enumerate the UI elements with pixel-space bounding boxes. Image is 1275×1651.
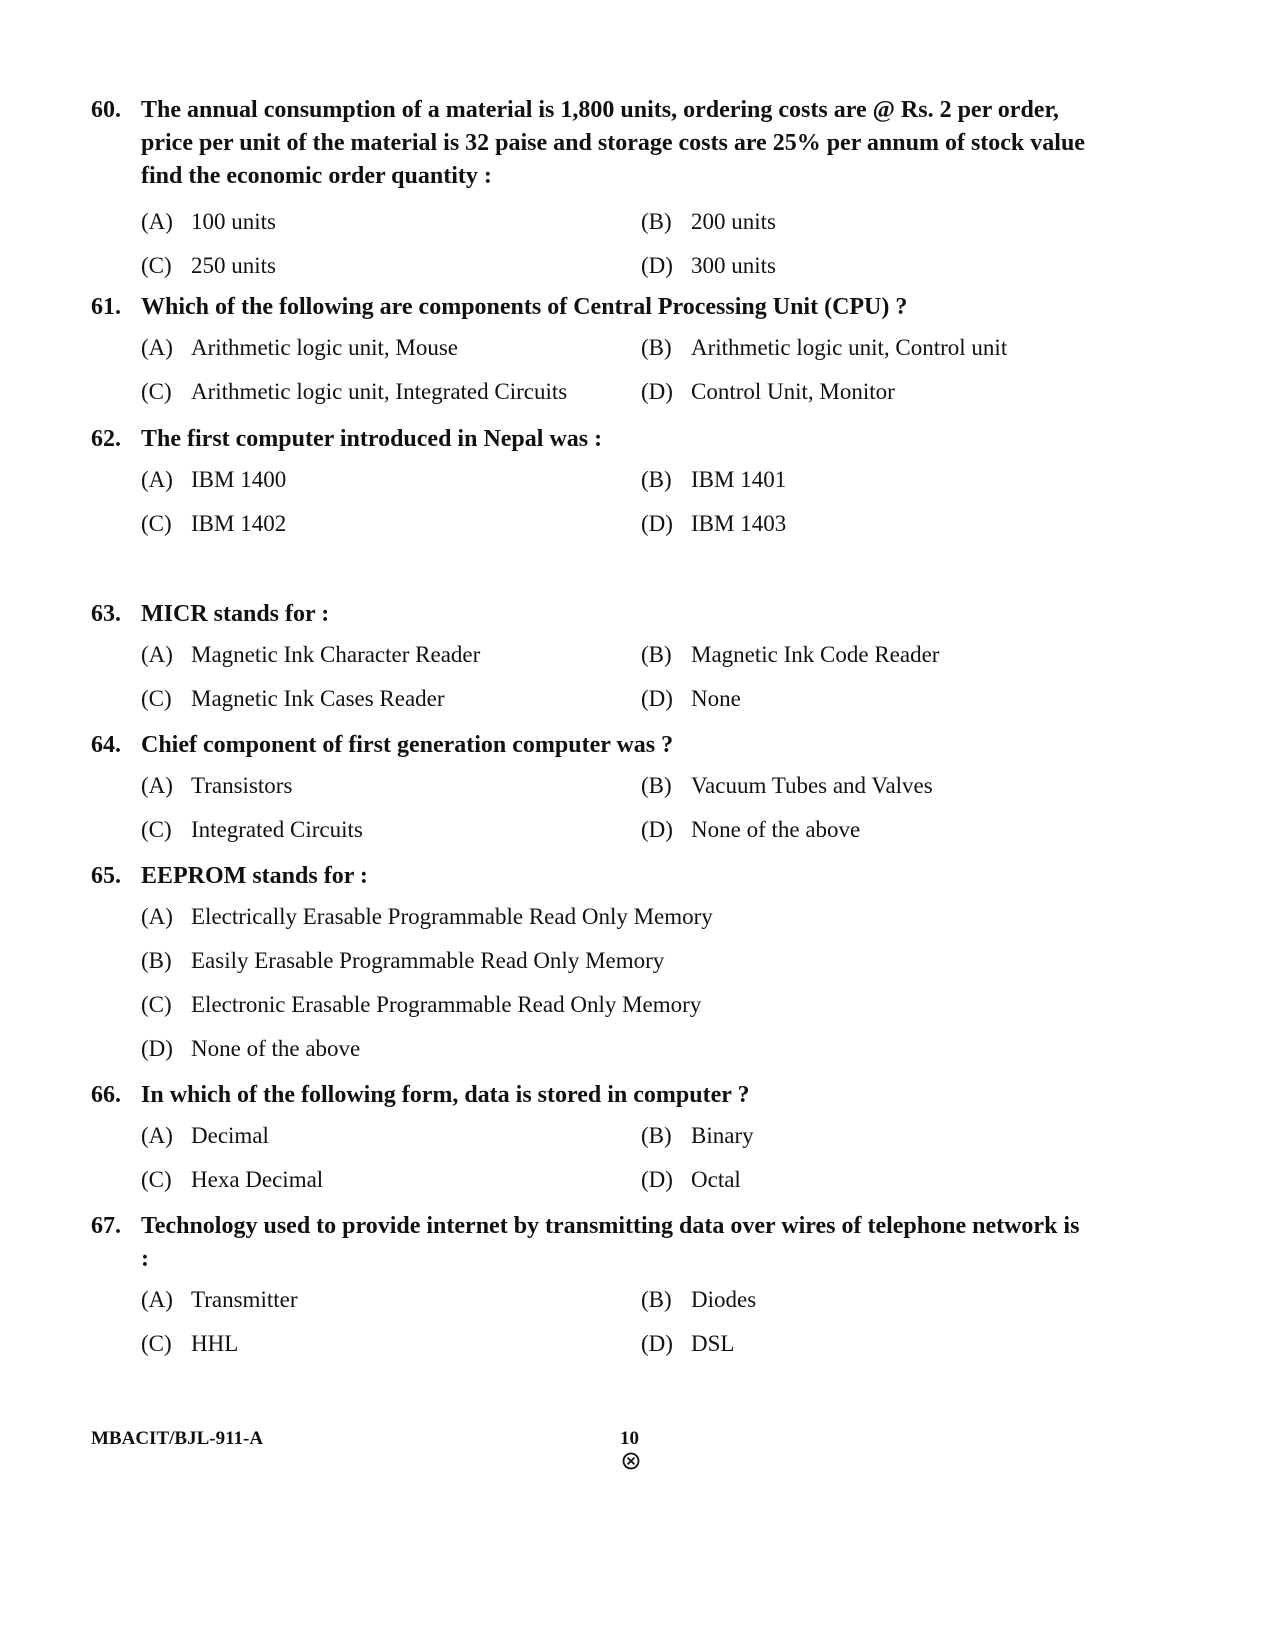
option-label: (C) — [141, 379, 172, 404]
option-label: (D) — [641, 511, 673, 536]
option-text: Arithmetic logic unit, Control unit — [691, 335, 1008, 360]
question-64 — [91, 729, 1091, 852]
option-text: 250 units — [191, 253, 276, 278]
question-text: MICR stands for : — [141, 601, 330, 627]
question-text: EEPROM stands for : — [141, 863, 368, 889]
option-text: HHL — [191, 1331, 239, 1356]
option-text: Magnetic Ink Code Reader — [691, 642, 940, 667]
option-text: IBM 1400 — [191, 467, 287, 492]
question-61 — [91, 291, 1091, 414]
option-label: (B) — [641, 1123, 672, 1148]
option-label: (A) — [141, 773, 173, 798]
option-text: Electrically Erasable Programmable Read Only Memory — [191, 904, 713, 929]
option-d — [141, 1027, 1071, 1071]
option-label: (C) — [141, 253, 172, 278]
option-c — [141, 808, 641, 852]
option-label: (B) — [641, 1287, 672, 1312]
option-label: (C) — [141, 992, 172, 1017]
option-label: (B) — [641, 209, 672, 234]
options-grid — [141, 764, 1091, 852]
option-d — [641, 1158, 1071, 1202]
option-label: (C) — [141, 686, 172, 711]
option-a — [141, 1278, 641, 1322]
options-grid — [141, 200, 1091, 288]
option-text: None of the above — [191, 1036, 361, 1061]
question-header — [91, 1210, 1091, 1276]
question-number: 67. — [91, 1213, 121, 1239]
option-text: Electronic Erasable Programmable Read Only Memory — [191, 992, 702, 1017]
question-60 — [91, 94, 1091, 288]
option-label: (A) — [141, 642, 173, 667]
option-text: Octal — [691, 1167, 741, 1192]
option-text: DSL — [691, 1331, 735, 1356]
option-c — [141, 677, 641, 721]
option-label: (D) — [641, 1167, 673, 1192]
question-header — [91, 94, 1091, 193]
option-label: (A) — [141, 209, 173, 234]
option-b — [641, 1114, 1071, 1158]
option-b — [641, 458, 1071, 502]
question-number: 63. — [91, 601, 121, 627]
option-text: Arithmetic logic unit, Mouse — [191, 335, 459, 360]
option-text: IBM 1402 — [191, 511, 287, 536]
option-label: (B) — [641, 335, 672, 360]
question-number: 62. — [91, 426, 121, 452]
option-text: Diodes — [691, 1287, 757, 1312]
option-b — [141, 939, 1071, 983]
option-c — [141, 1322, 641, 1366]
option-c — [141, 244, 641, 288]
option-text: Hexa Decimal — [191, 1167, 324, 1192]
option-a — [141, 633, 641, 677]
option-label: (D) — [141, 1036, 173, 1061]
options-grid — [141, 458, 1091, 546]
option-label: (B) — [641, 773, 672, 798]
option-text: Magnetic Ink Character Reader — [191, 642, 481, 667]
option-text: Easily Erasable Programmable Read Only Memory — [191, 948, 665, 973]
question-header — [91, 291, 1091, 324]
option-a — [141, 458, 641, 502]
options-grid — [141, 326, 1091, 414]
option-text: 100 units — [191, 209, 276, 234]
option-text: IBM 1401 — [691, 467, 787, 492]
question-number: 64. — [91, 732, 121, 758]
option-text: Arithmetic logic unit, Integrated Circuits — [191, 379, 568, 404]
option-d — [641, 808, 1071, 852]
question-number: 61. — [91, 294, 121, 320]
option-label: (A) — [141, 1287, 173, 1312]
question-number: 60. — [91, 97, 121, 123]
option-d — [641, 370, 1071, 414]
option-text: Binary — [691, 1123, 754, 1148]
question-text: The first computer introduced in Nepal was : — [141, 426, 603, 452]
option-d — [641, 1322, 1071, 1366]
option-text: Magnetic Ink Cases Reader — [191, 686, 445, 711]
option-a — [141, 200, 641, 244]
option-a — [141, 895, 1071, 939]
question-number: 66. — [91, 1082, 121, 1108]
option-text: None of the above — [691, 817, 861, 842]
option-text: Integrated Circuits — [191, 817, 363, 842]
option-b — [641, 326, 1071, 370]
option-label: (A) — [141, 1123, 173, 1148]
page-number: 10 — [620, 1428, 639, 1449]
option-label: (A) — [141, 904, 173, 929]
option-label: (A) — [141, 335, 173, 360]
question-text: Which of the following are components of Central Processing Unit (CPU) ? — [141, 294, 908, 320]
question-header — [91, 423, 1091, 456]
option-label: (C) — [141, 1331, 172, 1356]
option-label: (B) — [641, 467, 672, 492]
options-grid — [141, 633, 1091, 721]
circled-x-icon — [622, 1452, 640, 1470]
question-header — [91, 598, 1091, 631]
option-label: (D) — [641, 253, 673, 278]
question-63 — [91, 598, 1091, 721]
option-text: None — [691, 686, 741, 711]
option-b — [641, 200, 1071, 244]
option-d — [641, 677, 1071, 721]
option-label: (D) — [641, 817, 673, 842]
option-label: (C) — [141, 817, 172, 842]
question-text: Technology used to provide internet by transmitting data over wires of telephone network is : — [141, 1213, 1080, 1272]
question-header — [91, 860, 1091, 893]
question-66 — [91, 1079, 1091, 1202]
option-d — [641, 502, 1071, 546]
question-text: The annual consumption of a material is 1,800 units, ordering costs are @ Rs. 2 per order, price per unit of the material is 32 paise and storage costs are 25% per annum of stock value find the economic order quantity : — [141, 97, 1085, 189]
option-text: Vacuum Tubes and Valves — [691, 773, 933, 798]
option-b — [641, 1278, 1071, 1322]
paper-code: MBACIT/BJL-911-A — [91, 1428, 264, 1449]
option-text: Decimal — [191, 1123, 269, 1148]
question-header — [91, 1079, 1091, 1112]
question-header — [91, 729, 1091, 762]
option-a — [141, 764, 641, 808]
option-c — [141, 1158, 641, 1202]
option-b — [641, 633, 1071, 677]
option-label: (A) — [141, 467, 173, 492]
option-label: (B) — [641, 642, 672, 667]
options-list — [141, 895, 1091, 1071]
question-65 — [91, 860, 1091, 1071]
option-d — [641, 244, 1071, 288]
option-text: 300 units — [691, 253, 776, 278]
option-label: (C) — [141, 1167, 172, 1192]
question-text: In which of the following form, data is stored in computer ? — [141, 1082, 750, 1108]
option-text: Control Unit, Monitor — [691, 379, 895, 404]
question-67 — [91, 1210, 1091, 1366]
option-a — [141, 1114, 641, 1158]
options-grid — [141, 1278, 1091, 1366]
option-label: (D) — [641, 1331, 673, 1356]
option-text: IBM 1403 — [691, 511, 787, 536]
option-text: Transistors — [191, 773, 293, 798]
option-text: Transmitter — [191, 1287, 298, 1312]
question-62 — [91, 423, 1091, 546]
option-label: (B) — [141, 948, 172, 973]
option-c — [141, 370, 641, 414]
option-label: (D) — [641, 686, 673, 711]
option-label: (D) — [641, 379, 673, 404]
option-label: (C) — [141, 511, 172, 536]
option-c — [141, 502, 641, 546]
question-text: Chief component of first generation computer was ? — [141, 732, 674, 758]
option-b — [641, 764, 1071, 808]
options-grid — [141, 1114, 1091, 1202]
question-number: 65. — [91, 863, 121, 889]
option-c — [141, 983, 1071, 1027]
option-text: 200 units — [691, 209, 776, 234]
option-a — [141, 326, 641, 370]
